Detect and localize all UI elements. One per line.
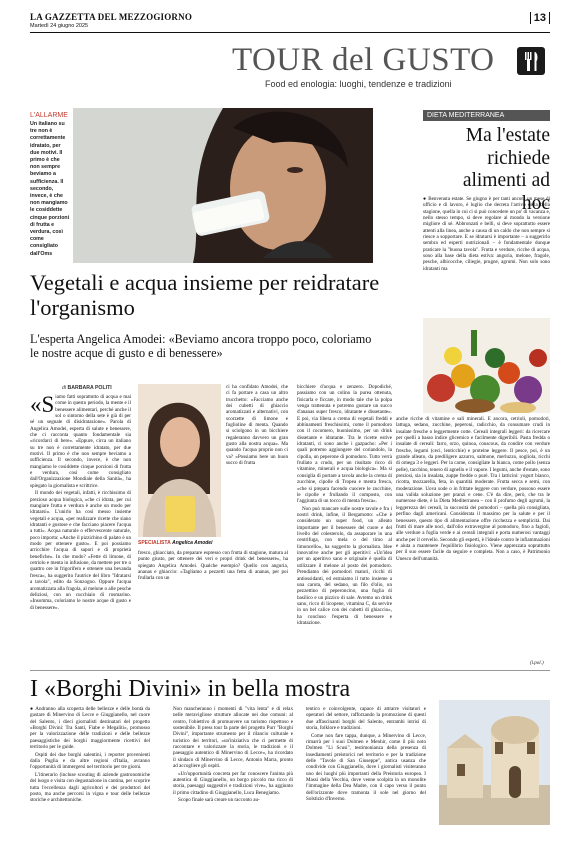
paragraph: anche ricche di vitamine e sali minerali. E ancora, cetrioli, pomodori, lattuga, sedano, zucchine, peperoni, radicchio, da consumare crudi in insalate fresche o leggermente cotte. Cereali integrali leggeri: da ricercare per quelli a basso indice glicemico e facilmente digeribili. Pasta fredda o insalate di cereali: farro, orzo, quinoa, couscous, da condire con verdure fresche, legumi (ceci, lenticchie) e proteine leggere. Il pesce, poi, è un grande alleato, da prediligere azzurro, salmone, merluzzo, sogliola, ricchi di omega 3 e leggeri. Per la carne, consigliate la bianca, come pollo (senza pelle), tacchino, tenero di agnello e il vapore. I legumi, anche d'estate, sono preziosi, sia in insalata, zuppe fredde o purè. Tra i latticini: yogurt bianco, ricotta, mozzarella, feta, in quantità moderate. Frutta secca e semi, con moderazione. Uova sode o in frittate leggere con verdure, possono essere una valida soluzione per pranzi e cene. C'è da dire, però, che tra le numerose diete, è la Dieta Mediterranea – con il profumo degli agrumi, la leggerezza dei cereali, la succosità dei pomodori – quella più consigliata, perfino dagli americani. Considerata il massimo per la salute e per il benessere, questo tipo di alimentazione offre ricchezza e semplicità. Dai frutti di mare alle noci, dall'olio extravergine al pomodoro, fino a fagioli, alle verdure a foglia verde e ai cereali integrali e porta numerosi vantaggi anche per il cervello. Secondo gli esperti, è l'ideale contro le infiammazioni e aiuta a mantenere l'equilibrio fisiologico. Viene apprezzata soprattutto per il suo essere facile da seguire e completa. Non a caso, è Patrimonio Unesco dell'umanità. [396,416,550,562]
paragraph: Scopo finale sarà creare un racconto au- [178,797,260,804]
article-deck: L'esperta Angelica Amodei: «Beviamo ancora troppo poco, coloriamo le nostre acque di gusto e di benessere» [30,332,372,360]
portrait-caption [138,540,212,546]
byline-prefix: di [62,385,67,391]
village-church-photo [439,700,550,825]
article-column-2-continued [138,550,288,583]
cutlery-icon [517,47,545,75]
woman-drinking-milk-photo [73,108,373,263]
author-initials: (l.pol.) [530,661,544,666]
paragraph: ● Andranno alla scoperta delle bellezze e delle bontà da gustare di Minervino di Lecce e Giuggianello, nel cuore del Salento, i dieci giornalisti destinatari del progetto «Borghi Divini: Tra Santi, Fiabe e Megaliti», promosso per la valorizzazione delle tradizioni e delle bellezze paesaggistiche dei borghi maggiormente ricettivi del territorio per le guide. [30,706,150,751]
paragraph [30,394,131,489]
paragraph: tentico e coinvolgente, capace di attrarre visitatori e operatori del settore, rafforzando la promozione di questi due affascinanti borghi del Salento, entrambi intrisi di storia, folklore e tradizioni. [306,706,426,732]
paragraph: bicchiere d'acqua e zenzero. Dopodiché, passiamo con un colino la purea ottenuta, fisicarla e ficcare, in modo tale che la polpa venga trattenuta e potremo gustare un succo d'ananas super fresco, idratante e dissetante». E poi, via libera a crema di vegetali freddi e abbinamenti freschissimi, come il pomodoro con il cocomero, buonissimo, per un drink dissetante e idratante. Tra le ricette estive idratanti, ci sono anche i gazpacho: «Per i quali potremo aggiungere del coriandolo, la cipolla, un peperone di pomodoro. Tutto verrà frullato a crudo, per un risultato ricco di vitamine, minerali e acqua biologica». Ma si consiglia di portare a tavola anche la crema di zucchine, cipolle di Tropea e menta fresca, «che si prepara facendo cuocere le zucchine, le cipolle e frullando il composto, con l'aggiunta di un tocco di menta fresca». [297,384,392,505]
section-divider [30,670,550,671]
masthead [30,10,550,40]
section-label-bar: DIETA MEDITERRANEA [423,110,550,121]
specialist-portrait-photo [138,384,221,537]
article-column-3 [297,384,392,627]
paragraph: Come non fare tappa, dunque, a Minervino di Lecce, rimarrà per i suoi Dolmen e Menhir, come il più noto Dolmen "Li Scusi", testimonianza della presenza di insediamenti preistorici nel territorio e per la tradizione delle "Tavole di San Giuseppe", antica usanza che condivide con Giuggianello, dove i giornalisti visiteranno uno dei luoghi più importanti della Preistoria europea. I Massi della Vecchia, dove venne scolpita in un monolite l'immagine della Dea Madre, con il capo verso il punto dell'orizzonte dove tramonta il sole nel giorno del Solstizio d'Inverno. [306,732,426,802]
caption-name: Angelica Amodei [172,540,213,546]
article-kicker: L'ALLARME [30,112,68,119]
issue-date: Martedì 24 giugno 2025 [30,23,89,29]
page-number: 13 [530,12,550,24]
byline [62,385,112,391]
article-3-column-1 [30,706,150,805]
article-3-column-3 [306,706,426,804]
fruits-vegetables-photo [423,318,550,413]
article-3-column-2 [173,706,293,805]
article-headline-3: I «Borghi Divini» in bella mostra [30,676,351,702]
article-headline: Vegetali e acqua insieme per reidratare l'organismo [30,270,380,320]
paragraph: fresco, ghiacciato, da preparare espresso con frutta di stagione, matura al punto giusto, per ottenere dei veri e propri drink del benessere», ha spiegato Angelica Amodei. Qualche esempio? Quello con anguria, ananas e ghiaccio: «Tagliamo a pezzetti una fetta di ananas, per poi frullarla con un [138,550,288,582]
section-subtitle: Food ed enologia: luoghi, tendenze e tradizioni [265,79,452,89]
article-column-2 [226,384,288,468]
paragraph: Ospiti dei due borghi salentini, i reporter provenienti dalla Puglia e da altre regioni d'Italia, avranno l'opportunità di immergersi nel territorio per tre giorni. [30,751,150,771]
paragraph: «Un'opportunità concreta per far conoscere l'anima più autentica di Giuggianello, un borgo piccolo ma ricco di storia, paesaggi suggestivi e tradizioni vive», ha aggiunto il primo cittadino di Giuggianello, Luca Benegiamo. [173,770,293,796]
paragraph: L'itinerario (incluse scouting di aziende gastronomiche del luogo e visita con degustazione in cantina, per scoprire tutta l'eccellenza dagli agricoltori e dei produttori del posto, ma anche percorsi in vigna e tour delle bellezze storiche e architettoniche. [30,771,150,804]
article-column-1 [30,394,131,612]
paragraph: ● Benvenuta estate. Se giugno è per tanti ancora un mese di ufficio e di lavoro, è luglio che decreta l'arrivo della bella stagione, quella in cui ci si può concedere un po' di vacanza e, nello stesso tempo, si deve regolare al mondo la versione migliore di sé. Abbronzati e belli, si deve soprattutto essere attenti alla linea, anche a causa di un caldo che non sempre si riesce a sopportare. E se idratarsi è importante – a suggerirlo sembra ed esperti nutrizionali – è fondamentale dunque praticare la "buona tavola". Frutta e verdure, ricche di acqua, sono alla base della dieta estiva: anguria, melone, fragole, pesche, albicocche, ciliegie, prugne, agrumi. Non solo sono idratanti ma [423,196,550,272]
newspaper-name: LA GAZZETTA DEL MEZZOGIORNO [30,12,193,22]
caption-label: SPECIALISTA [138,540,171,546]
byline-author: BARBARA POLITI [67,385,112,391]
sidebar-summary: Un italiano su tre non è correttamente idratato, per due motivi. Il primo è che non sempre beviamo a sufficienza. Il secondo, invece, è che non mangiamo le cosiddette cinque porzioni di frutta e verdura, così come consigliato dall'Oms [30,121,70,257]
paragraph: Non mancheranno i momenti di "vita lenta" e di relax nelle meravigliose strutture allocate nei due comuni: al centro, l'obiettivo di promuovere un turismo rispettoso e sostenibile. Il press tour fa parte del progetto Purr "Borghi Divini", importante strumento per il rilancio culturale e turistico dei territori, «un'iniziativa che ci permette di raccontare e valorizzare la storia, le tradizioni e il paesaggio autentico di Minervino di Lecce», ha ricordato il sindaco di Minervino di Lecce, Antonio Marra, pronto ad accogliere gli ospiti. [173,706,293,770]
paragraph: Il mondo dei vegetali, infatti, è ricchissimo di prezioso acqua biologica, «che ci idrata, per cui mangiare frutta e verdura è anche un modo per idratarsi». L'unirlo ha così messo insieme vegetali e acqua, «per realizzare ricette che siano idratanti e gustose e che facciano piacere l'acqua a tutti». Acqua naturale o effervescente naturale, poco importa: «Anche il pizzichino di palato è un modo per ottenere gusto». E poi possiamo arricchire l'acqua di sapori e di proprietà benefiche». In che modo? «Fette di limone, di cetriolo e menta in infusione, da mettere per tre o quattro ore in frigorifero e ottenere una bevanda fresca», ha suggerito l'autrice del libro "Idratarsi a tavola", edito da Sonzogno. Oppure l'acqua aromatizzata alla fragola, al melone o alle pesche deliziosi, con un cucchiaio di rosmarino. «Insomma, coloriamo le nostre acque di gusto e di benessere». [30,490,131,611]
paragraph: ci ha confidato Amodei, che ci fa portare a casa un altro trucchetto: «Facciamo anche dei cubetti di ghiaccio aromatizzati e alternativi, con scorzette di limone e foglioline di menta. Quando si sciolgono in un bicchiere regaleranno davvero un gran gusto alla nostra acqua». Ma quando l'acqua proprio non ci va? «Possiamo bere un buon succo di frutta [226,384,288,467]
article-headline-2: Ma l'estate richiede alimenti ad hoc [462,125,550,214]
paragraph-text: iamo fatti soprattutto di acqua e mai come in questo periodo, la mente e il benessere alimentari, perché anche il sol o sintomo della sete è già di per sé un segnale di disidratazione». Parola di Angelica Amodei, esperta di salute e benessere, che ci racconta quanto fondamentale sia «ricordarci di bere». «Eppure, circa un italiano su tre non è correttamente idratato, per due motivi. Il primo è che non sempre beviamo a sufficienza. Il secondo, invece, è che non mangiamo le cosiddette cinque porzioni di frutta e verdura, così come consigliato dall'Organizzazione Mondiale della Sanità», ha spiegato la giornalista e scrittrice. [30,394,131,489]
masthead-rule [30,32,550,33]
drop-cap: «S [30,392,55,417]
section-title: TOUR del GUSTO [232,42,495,78]
article-2-column-2 [396,416,550,563]
article-2-column-1 [423,196,550,273]
paragraph: Non può mancare sulle nostre tavole e fra i nostri drink, infine, il Bergamotto: «Che è considerato un super food, un alleato importante per il benessere del cuore e del livello del colesterolo, da assaporare in una centrifuga, con mela o del timo al limoncello», ha suggerito la giornalista. Idee innovative anche per gli aperitivi: «Un'idea per un aperitivo sano e originale è quella di utilizzare il melone al posto dei pomodoro. Prendiamo dei pomodori maturi, ricchi di antiossidanti, ed estraiamo il tutto insieme a una carota, del sedano, un filo d'olio, un pezzettino di peperoncino, una foglia di basilico e un pizzico di sale. Avremo un drink sano, ricco di licopene, vitamina C, da servire in un bel calice con dei cubetti di ghiaccio», ha concluso l'esperta di benessere e idratazione. [297,505,392,626]
